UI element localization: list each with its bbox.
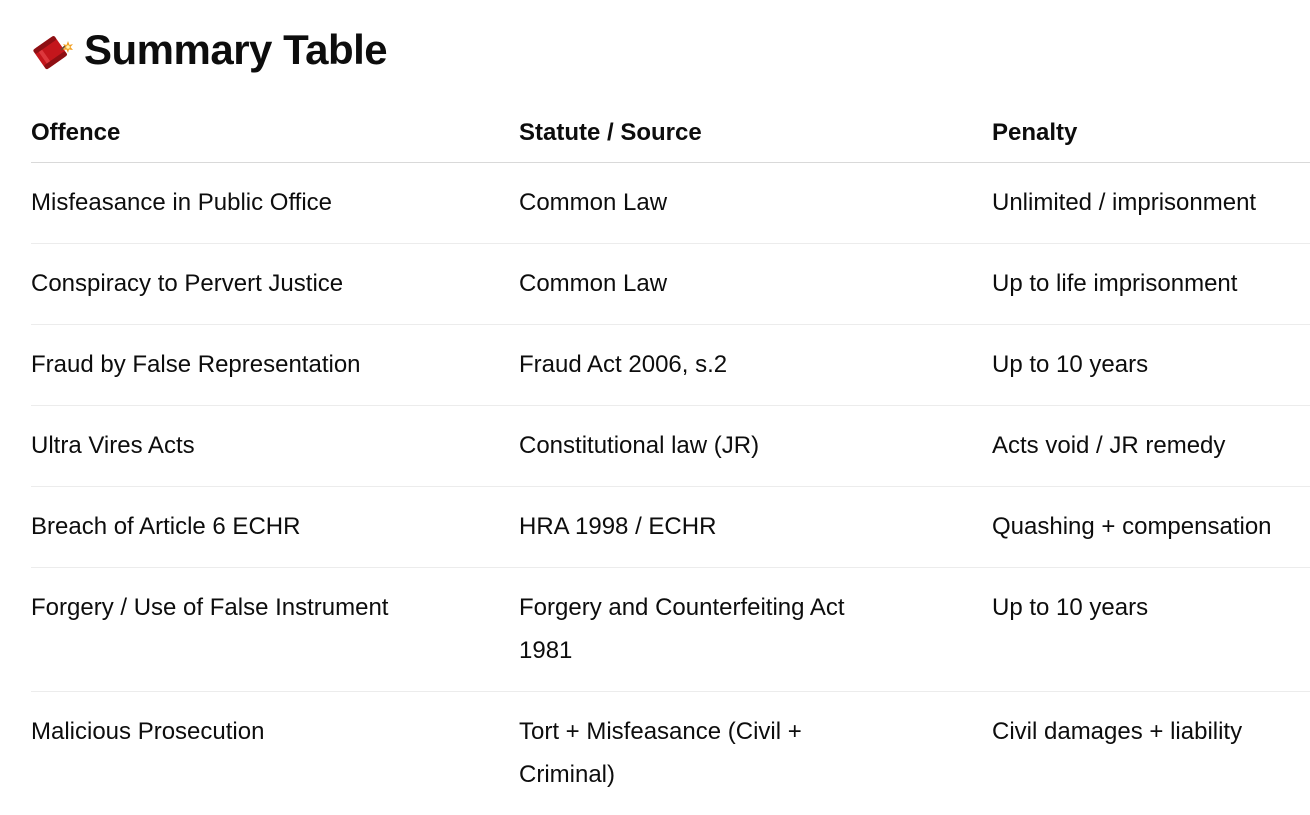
offence-cell: Breach of Article 6 ECHR [31, 487, 519, 568]
table-row [31, 406, 1310, 487]
offence-cell: Malicious Prosecution [31, 692, 519, 815]
table-row [31, 487, 1310, 568]
table-row [31, 244, 1310, 325]
penalty-cell: Quashing + compensation [992, 487, 1310, 568]
page-title: Summary Table [84, 26, 387, 74]
penalty-cell: Up to life imprisonment [992, 244, 1310, 325]
penalty-cell: Unlimited / imprisonment [992, 163, 1310, 244]
summary-table [31, 104, 1310, 815]
penalty-cell: Up to 10 years [992, 325, 1310, 406]
offence-cell: Forgery / Use of False Instrument [31, 568, 519, 692]
statute-cell: Tort + Misfeasance (Civil + Criminal) [519, 692, 992, 815]
penalty-cell: Acts void / JR remedy [992, 406, 1310, 487]
table-header-row [31, 104, 1310, 163]
table-row [31, 325, 1310, 406]
table-row [31, 568, 1310, 692]
section-heading [31, 26, 387, 74]
statute-cell: Common Law [519, 163, 992, 244]
firecracker-icon [31, 28, 75, 72]
table-row [31, 692, 1310, 815]
column-header-penalty: Penalty [992, 104, 1310, 163]
column-header-statute: Statute / Source [519, 104, 992, 163]
penalty-cell: Civil damages + liability [992, 692, 1310, 815]
statute-cell: Fraud Act 2006, s.2 [519, 325, 992, 406]
column-header-offence: Offence [31, 104, 519, 163]
offence-cell: Ultra Vires Acts [31, 406, 519, 487]
statute-cell: Common Law [519, 244, 992, 325]
statute-cell: Forgery and Counterfeiting Act 1981 [519, 568, 992, 692]
offence-cell: Conspiracy to Pervert Justice [31, 244, 519, 325]
penalty-cell: Up to 10 years [992, 568, 1310, 692]
statute-cell: HRA 1998 / ECHR [519, 487, 992, 568]
offence-cell: Fraud by False Representation [31, 325, 519, 406]
statute-cell: Constitutional law (JR) [519, 406, 992, 487]
table-row [31, 163, 1310, 244]
offence-cell: Misfeasance in Public Office [31, 163, 519, 244]
